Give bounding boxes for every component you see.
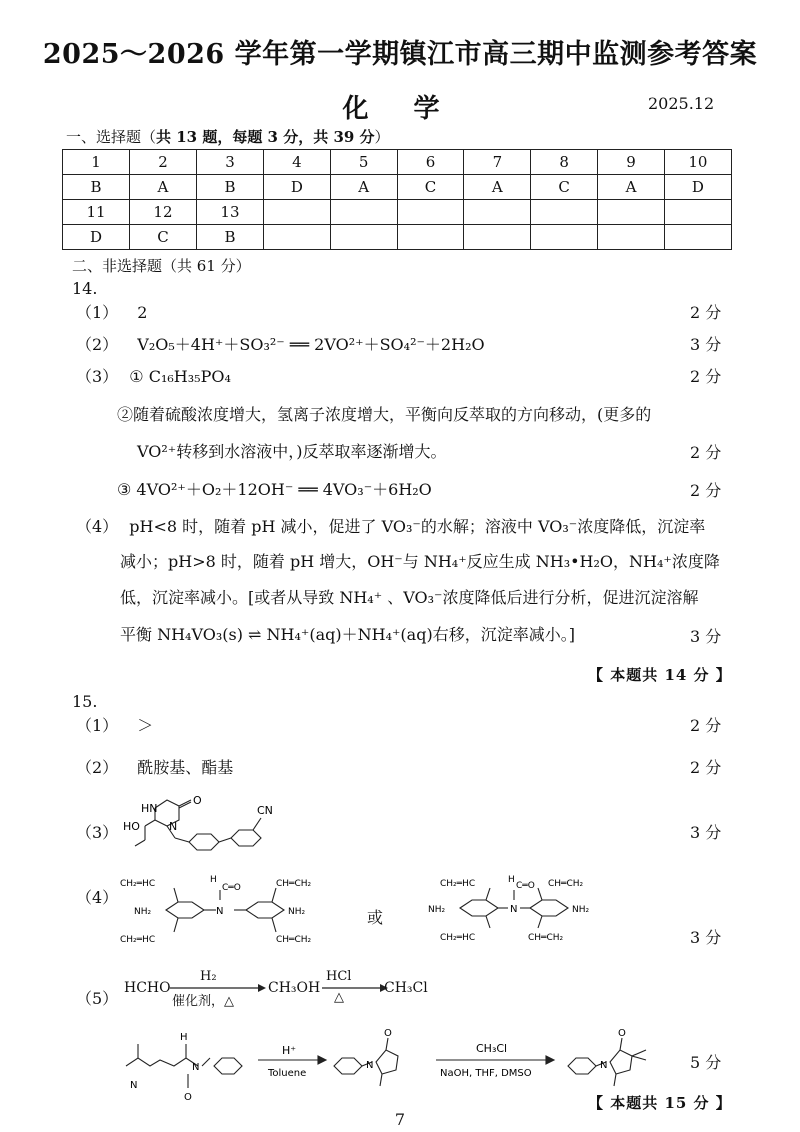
answer-table-cell — [464, 200, 531, 225]
answer-table-cell — [598, 200, 665, 225]
q15-p5-s1-n2: N — [192, 1062, 200, 1073]
q15-p1-label: （1） — [76, 716, 119, 735]
answer-table-cell: B — [196, 175, 263, 200]
q15-p5-s2-o: O — [384, 1028, 392, 1039]
q14-p2-answer: V₂O₅＋4H⁺＋SO₃²⁻ ══ 2VO²⁺＋SO₄²⁻＋2H₂O — [137, 335, 485, 354]
q15-p3-o: O — [193, 794, 202, 807]
q15-p5-label: （5） — [76, 989, 119, 1008]
q15-p4-structure-b — [424, 868, 624, 948]
q15-p4a-nh2-l: NH₂ — [134, 907, 152, 917]
q15-p5-r3-top: H⁺ — [282, 1044, 297, 1057]
q14-total: 【 本题共 14 分 】 — [588, 666, 732, 684]
q15-p4b-vinyl-tl: CH₂═HC — [440, 879, 476, 889]
q15-part2 — [76, 755, 233, 778]
q15-p5-r1-top: H₂ — [200, 969, 217, 984]
q14-p3-b-score: 2 分 — [690, 443, 722, 462]
answer-table-cell: A — [464, 175, 531, 200]
section-1-suffix: ） — [374, 128, 390, 146]
answer-table-cell — [263, 200, 330, 225]
answer-table-cell — [531, 200, 598, 225]
q15-p4a-vinyl-bl: CH₂═HC — [120, 935, 156, 945]
q15-p4b-vinyl-tr: CH═CH₂ — [548, 879, 584, 889]
q14-p3-c-score: 2 分 — [690, 481, 722, 500]
q15-p5-s3-n: N — [600, 1060, 608, 1071]
q15-p5-s2-n: N — [366, 1060, 374, 1071]
q14-p3-a-score: 2 分 — [690, 367, 722, 386]
question-15-number: 15. — [72, 692, 98, 711]
q15-p2-score: 2 分 — [690, 758, 722, 777]
q15-p4a-vinyl-tl: CH₂═HC — [120, 879, 156, 889]
answer-table-cell: C — [129, 225, 196, 250]
q15-p2-label: （2） — [76, 758, 119, 777]
q15-p4-structure-a — [116, 870, 336, 950]
q15-p2-answer: 酰胺基、酯基 — [137, 758, 234, 777]
answer-table-cell: A — [598, 175, 665, 200]
answer-table — [62, 149, 732, 250]
answer-table-cell: C — [397, 175, 464, 200]
answer-table-cell — [397, 200, 464, 225]
q15-p5-start: HCHO — [124, 980, 171, 996]
q14-p3-c: ③ 4VO²⁺＋O₂＋12OH⁻ ══ 4VO₃⁻＋6H₂O — [117, 480, 432, 499]
answer-table-cell — [531, 225, 598, 250]
answer-table-cell — [664, 225, 731, 250]
answer-table-cell: B — [196, 225, 263, 250]
answer-table-cell — [598, 225, 665, 250]
answer-table-cell: 10 — [664, 150, 731, 175]
q15-p4a-vinyl-br: CH═CH₂ — [276, 935, 312, 945]
answer-table-cell — [263, 225, 330, 250]
q14-part2 — [76, 332, 485, 355]
q15-p5-r4-bottom: NaOH, THF, DMSO — [440, 1068, 532, 1079]
q14-p4-label: （4） — [76, 517, 119, 536]
q14-p4-line4: 平衡 NH₄VO₃(s) ⇌ NH₄⁺(aq)＋NH₄⁺(aq)右移，沉淀率减小。] — [120, 625, 575, 644]
q14-p1-label: （1） — [76, 303, 119, 322]
q15-p3-cn: CN — [257, 804, 273, 817]
q14-p2-score: 3 分 — [690, 335, 722, 354]
q14-p4-line2: 减小；pH>8 时，随着 pH 增大，OH⁻与 NH₄⁺反应生成 NH₃•H₂O，NH₄⁺浓度降 — [120, 552, 720, 571]
q15-p5-product-2: CH₃Cl — [384, 980, 428, 996]
q15-total: 【 本题共 15 分 】 — [588, 1094, 732, 1112]
q15-p4b-vinyl-br: CH═CH₂ — [528, 933, 564, 943]
q15-p5-s1-h: H — [180, 1032, 188, 1043]
q15-p4b-n: N — [510, 904, 518, 915]
section-1-bold: 共 13 题，每题 3 分，共 39 分 — [156, 128, 375, 146]
answer-table-cell: 4 — [263, 150, 330, 175]
q14-part4 — [76, 514, 705, 537]
q15-p5-s1-n: N — [130, 1080, 138, 1091]
answer-table-cell — [330, 225, 397, 250]
answer-table-cell: A — [330, 175, 397, 200]
q15-p4a-n: N — [216, 906, 224, 917]
document-date: 2025.12 — [648, 94, 715, 113]
q15-p4-or: 或 — [367, 908, 384, 927]
q14-p4-score: 3 分 — [690, 627, 722, 646]
section-1-heading — [66, 126, 390, 147]
q15-p4b-nh2-l: NH₂ — [428, 905, 446, 915]
q15-part1 — [76, 713, 153, 736]
q15-p5-score: 5 分 — [690, 1053, 722, 1072]
q15-p3-structure — [115, 790, 285, 852]
answer-table-cell: A — [129, 175, 196, 200]
q14-part1 — [76, 300, 147, 323]
answer-table-cell — [464, 225, 531, 250]
q14-p4-line1: pH<8 时，随着 pH 减小，促进了 VO₃⁻的水解；溶液中 VO₃⁻浓度降低，沉淀率 — [129, 517, 706, 536]
q15-p4a-nh2-r: NH₂ — [288, 907, 306, 917]
q14-p3-label: （3） — [76, 367, 119, 386]
answer-table-cell: C — [531, 175, 598, 200]
section-2-heading: 二、非选择题（共 61 分） — [72, 257, 251, 275]
section-1-prefix: 一、选择题（ — [66, 128, 157, 146]
q15-p3-ho: HO — [123, 820, 140, 833]
answer-table-cell: 8 — [531, 150, 598, 175]
q14-p4-line3: 低，沉淀率减小。[或者从导致 NH₄⁺ 、VO₃⁻浓度降低后进行分析，促进沉淀溶解 — [120, 588, 699, 607]
answer-table-cell: 1 — [63, 150, 130, 175]
q14-p1-answer: 2 — [137, 303, 148, 322]
q15-p5-r1-bottom: 催化剂，△ — [172, 994, 234, 1009]
answer-table-row — [63, 150, 732, 175]
answer-table-cell: 11 — [63, 200, 130, 225]
answer-table-cell: D — [263, 175, 330, 200]
q15-p4-score: 3 分 — [690, 928, 722, 947]
q15-p5-s1-o: O — [184, 1092, 192, 1103]
answer-table-cell: 2 — [129, 150, 196, 175]
q15-p5-product-1: CH₃OH — [268, 980, 321, 996]
answer-table-cell: 6 — [397, 150, 464, 175]
answer-table-cell: 7 — [464, 150, 531, 175]
answer-table-cell: 12 — [129, 200, 196, 225]
q15-p3-label: （3） — [76, 823, 119, 842]
q14-p1-score: 2 分 — [690, 303, 722, 322]
q15-p5-s3-o: O — [618, 1028, 626, 1039]
q15-p3-n: N — [169, 820, 178, 833]
answer-table-cell: 9 — [598, 150, 665, 175]
answer-table-cell: D — [63, 225, 130, 250]
q14-p3-b-line1: ②随着硫酸浓度增大，氢离子浓度增大，平衡向反萃取的方向移动，(更多的 — [117, 405, 652, 424]
q14-part3 — [76, 364, 231, 387]
q15-p5-r3-bottom: Toluene — [268, 1068, 307, 1079]
answer-table-cell: 13 — [196, 200, 263, 225]
answer-table-row — [63, 175, 732, 200]
q15-p4b-h: H — [508, 875, 515, 885]
question-14-number: 14. — [72, 279, 98, 298]
answer-table-row — [63, 225, 732, 250]
q15-p4b-vinyl-bl: CH₂═HC — [440, 933, 476, 943]
q15-p5-r2-top: HCl — [326, 969, 352, 984]
q15-p4a-co: C═O — [222, 883, 241, 893]
q15-p5-r4-top: CH₃Cl — [476, 1042, 508, 1055]
answer-table-cell — [397, 225, 464, 250]
answer-table-cell — [664, 200, 731, 225]
answer-table-cell: 3 — [196, 150, 263, 175]
q14-p3-a: ① C₁₆H₃₅PO₄ — [129, 367, 231, 386]
page-number: 7 — [394, 1110, 406, 1129]
q14-p2-label: （2） — [76, 335, 119, 354]
answer-table-cell — [330, 200, 397, 225]
answer-table-cell: 5 — [330, 150, 397, 175]
q15-p5-r2-bottom: △ — [334, 990, 344, 1005]
q15-p4a-vinyl-tr: CH═CH₂ — [276, 879, 312, 889]
q15-p1-score: 2 分 — [690, 716, 722, 735]
q15-p3-score: 3 分 — [690, 823, 722, 842]
q15-p1-answer: ＞ — [137, 716, 154, 735]
q15-p4-label: （4） — [76, 888, 119, 907]
q15-p4a-h: H — [210, 875, 217, 885]
answer-table-cell: B — [63, 175, 130, 200]
q14-p3-b-line2: VO²⁺转移到水溶液中，)反萃取率逐渐增大。 — [137, 442, 447, 461]
q15-p4b-co: C═O — [516, 881, 535, 891]
answer-table-cell: D — [664, 175, 731, 200]
q15-p4b-nh2-r: NH₂ — [572, 905, 590, 915]
document-title: 2025～2026 学年第一学期镇江市高三期中监测参考答案 — [42, 39, 758, 70]
subject-title: 化 学 — [342, 94, 458, 124]
answer-table-row — [63, 200, 732, 225]
q15-p3-hn: HN — [141, 802, 158, 815]
